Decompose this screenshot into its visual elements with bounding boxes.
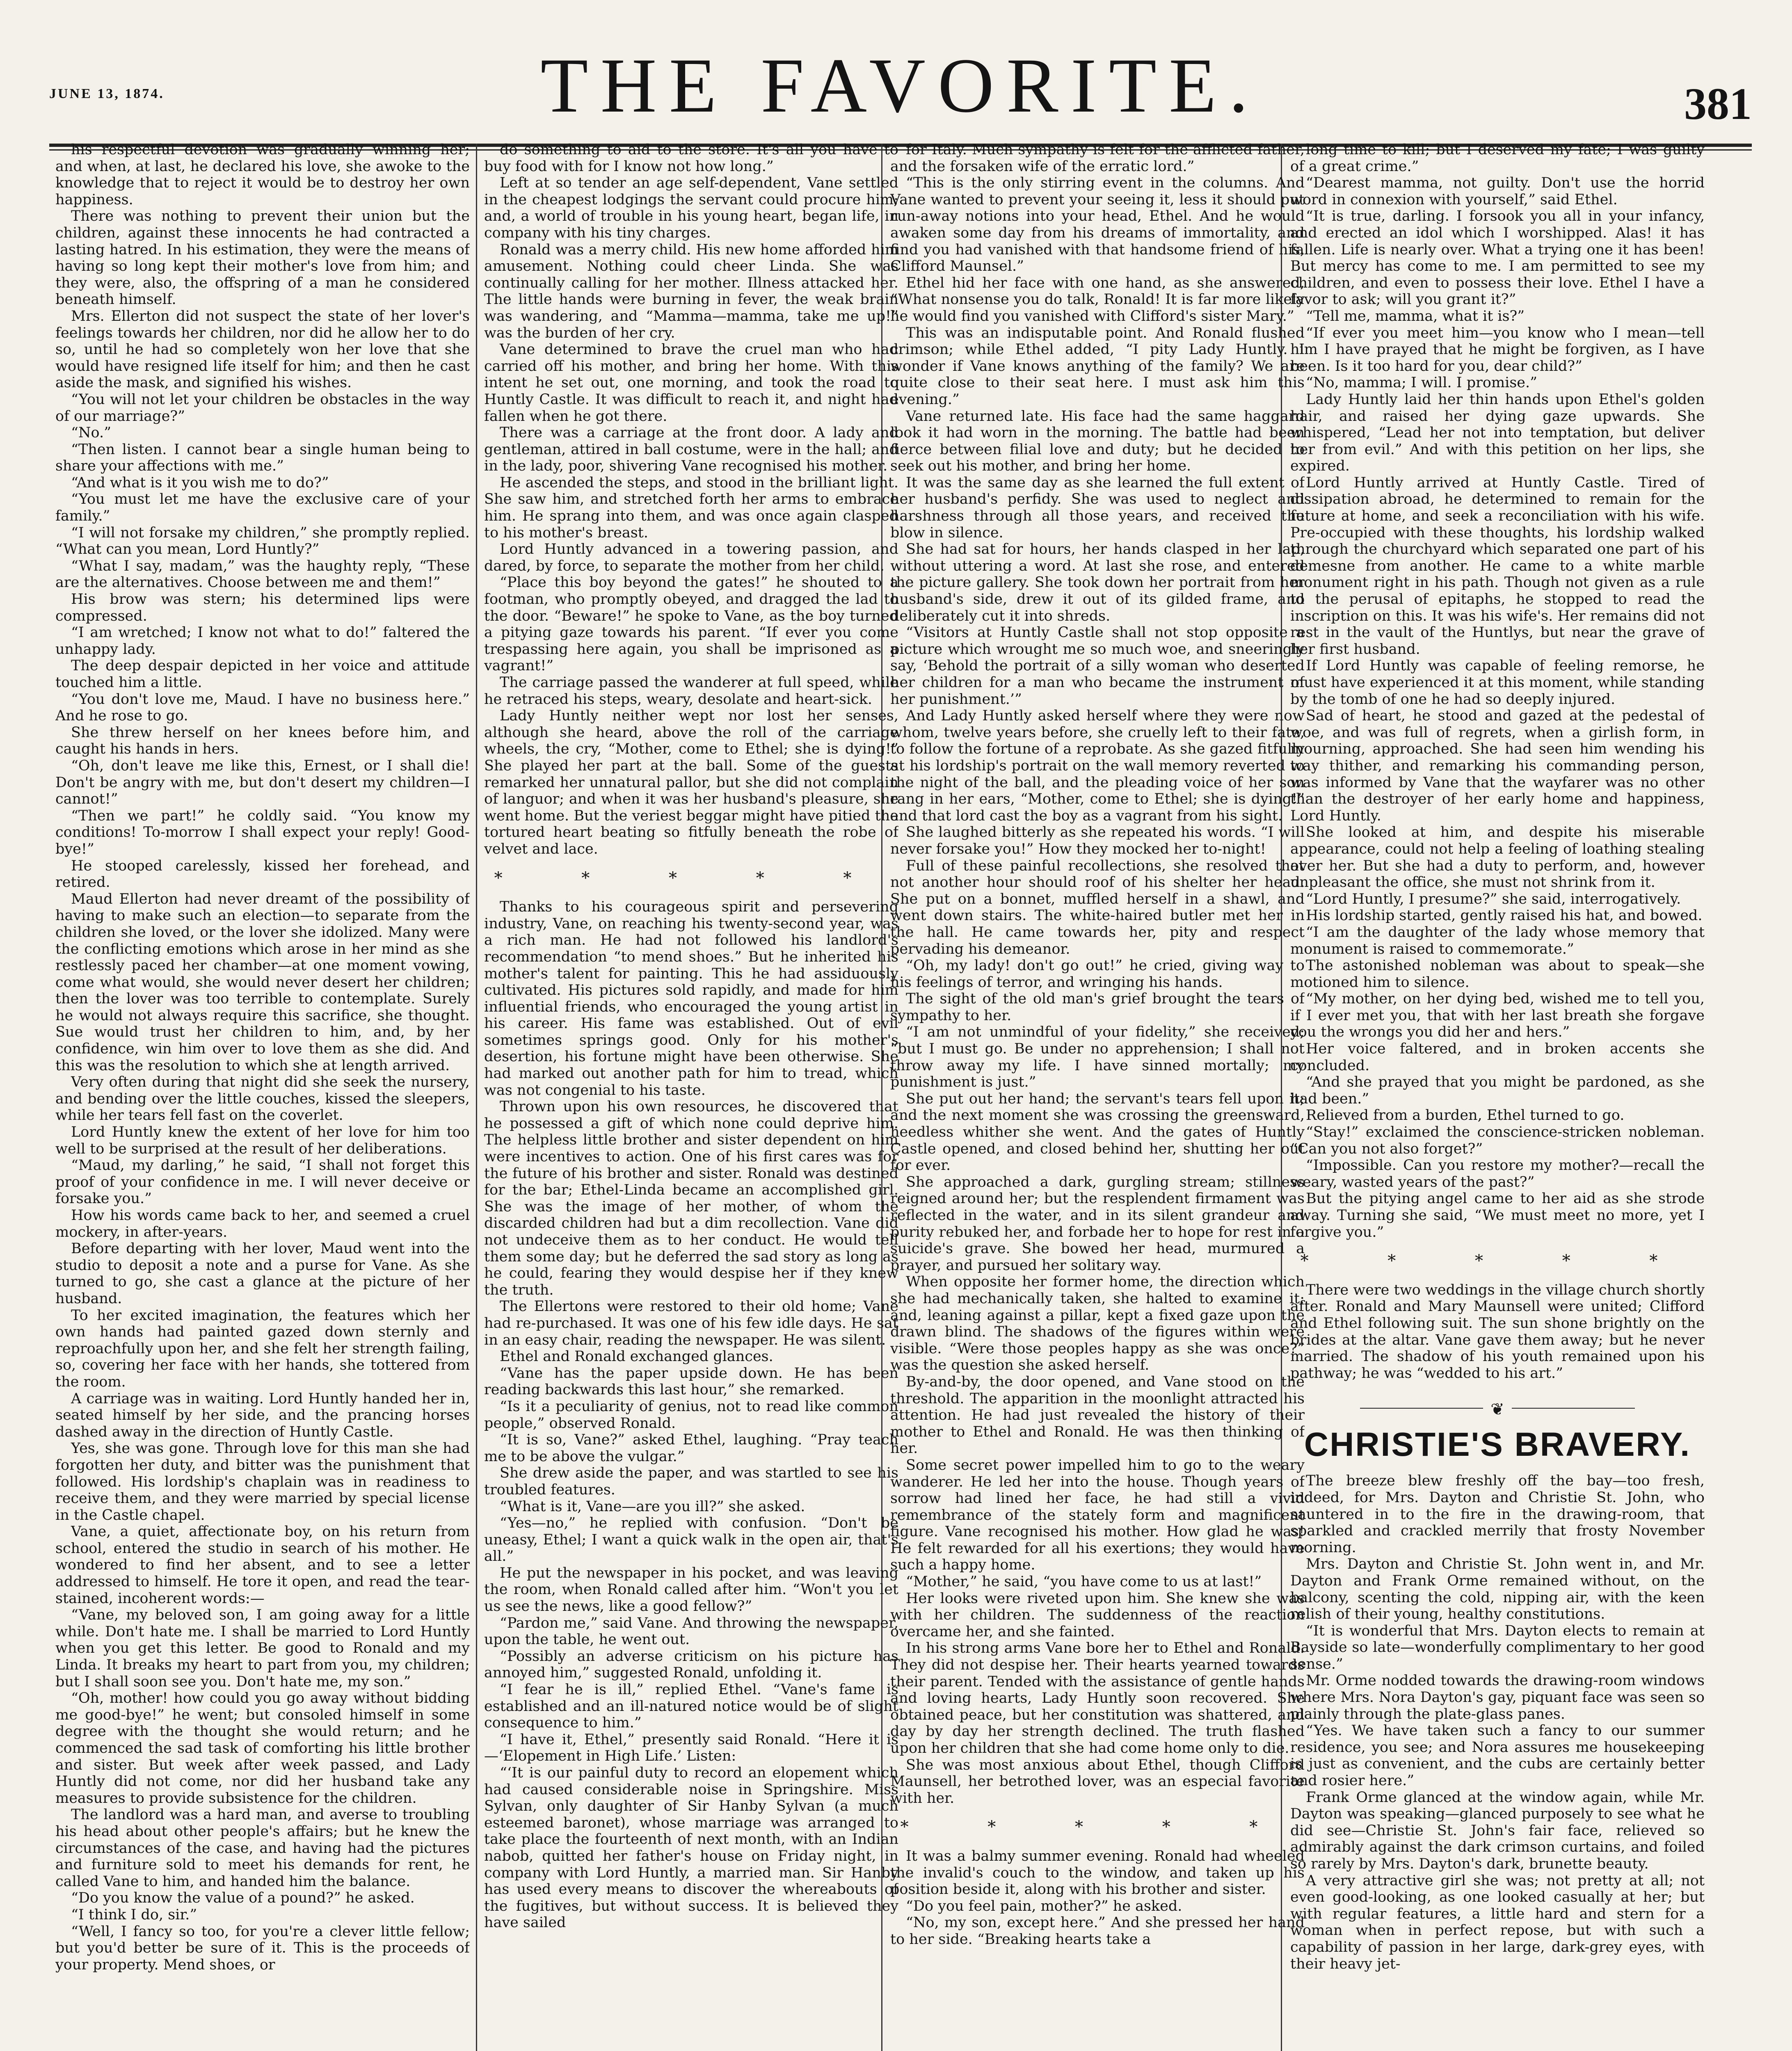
- paragraph: Full of these painful recollections, she resolved that not another hour should roof of his shelter her head. She put on a bonnet, muffled herself in a shawl, and went down stairs. The white-haired butler met her in the hall. He came towards her, pity and respect pervading his demeanor.: [890, 857, 1305, 957]
- paragraph: Sad of heart, he stood and gazed at the pedestal of woe, and was full of regrets, when a girlish form, in mourning, approached. She had seen him wending his way thither, and remarking his commanding person, was informed by Vane that the wayfarer was no other than the destroyer of her early home and happiness, Lord Huntly.: [1290, 708, 1705, 824]
- paragraph: Thanks to his courageous spirit and persevering industry, Vane, on reaching his twenty-second year, was a rich man. He had not followed his landlord's recommendation “to mend shoes.” But he inherited his mother's talent for painting. This he had assiduously cultivated. His pictures sold rapidly, and made for him influential friends, who encouraged the young artist in his career. His fame was established. Out of evil sometimes springs good. Only for his mother's desertion, his fortune might have been otherwise. She had marked out another path for him to tread, which was not congenial to his taste.: [484, 899, 898, 1099]
- paragraph: “I am the daughter of the lady whose memory that monument is raised to commemorate.”: [1290, 924, 1705, 957]
- paragraph: Lady Huntly neither wept nor lost her senses, although she heard, above the roll of the carriage wheels, the cry, “Mother, come to Ethel; she is dying!” She played her part at the ball. Some of the guests remarked her unnatural pallor, but she did not complain of languor; and when it was her husband's pleasure, she went home. But the veriest beggar might have pitied the tortured heart beating so fitfully beneath the robe of velvet and lace.: [484, 708, 898, 857]
- paragraph: The landlord was a hard man, and averse to troubling his head about other people's affairs; but he knew the circumstances of the case, and having had the pictures and furniture sold to meet his demands for rent, he called Vane to him, and handed him the balance.: [55, 1807, 470, 1890]
- paragraph: “Oh, my lady! don't go out!” he cried, giving way to his feelings of terror, and wringing his hands.: [890, 957, 1305, 991]
- paragraph: “No, mamma; I will. I promise.”: [1306, 375, 1538, 391]
- paragraph: She was most anxious about Ethel, though Clifford Maunsell, her betrothed lover, was an especial favorite with her.: [890, 1756, 1305, 1807]
- paragraph: “Mother,” he said, “you have come to us at last!”: [906, 1574, 1262, 1590]
- paragraph: “Dearest mamma, not guilty. Don't use the horrid word in connexion with yourself,” said Ethel.: [1290, 175, 1705, 208]
- column-4: [1290, 142, 1705, 2051]
- paragraph: He put the newspaper in his pocket, and was leaving the room, when Ronald called after him. “Won't you let us see the news, like a good fellow?”: [484, 1565, 898, 1615]
- column-1: [55, 142, 470, 2051]
- paragraph: She threw herself on her knees before him, and caught his hands in hers.: [55, 724, 470, 758]
- section-break: * * * * *: [1300, 1252, 1695, 1271]
- paragraph: long time to kill; but I deserved my fate; I was guilty of a great crime.”: [1290, 142, 1705, 175]
- paragraph: “Pardon me,” said Vane. And throwing the newspaper, upon the table, he went out.: [484, 1615, 898, 1648]
- paragraph: She drew aside the paper, and was startled to see his troubled features.: [484, 1465, 898, 1498]
- paragraph: “It is so, Vane?” asked Ethel, laughing. “Pray teach me to be above the vulgar.”: [484, 1432, 898, 1465]
- paragraph: Very often during that night did she seek the nursery, and bending over the little couches, kissed the sleepers, while her tears fell fast on the coverlet.: [55, 1074, 470, 1124]
- paragraph: “Maud, my darling,” he said, “I shall not forget this proof of your confidence in me. I will never deceive or forsake you.”: [55, 1157, 470, 1207]
- paragraph: Vane returned late. His face had the same haggard look it had worn in the morning. The battle had been fierce between filial love and duty; but he decided to seek out his mother, and bring her home.: [890, 408, 1305, 475]
- paragraph: Thrown upon his own resources, he discovered that he possessed a gift of which none could deprive him. The helpless little brother and sister dependent on him were incentives to action. One of his first cares was for the future of his brother and sister. Ronald was destined for the bar; Ethel-Linda became an accomplished girl. She was the image of her mother, of whom the discarded children had but a dim recollection. Vane did not undeceive them as to her conduct. He would tell them some day; but he deferred the sad story as long as he could, fearing they would despise her if they knew the truth.: [484, 1099, 898, 1298]
- paragraph: “No.”: [71, 425, 111, 441]
- paragraph: “Yes. We have taken such a fancy to our summer residence, you see; and Nora assures me housekeeping is just as convenient, and the cubs are certainly better and rosier here.”: [1290, 1722, 1705, 1789]
- paragraph: “Vane, my beloved son, I am going away for a little while. Don't hate me. I shall be married to Lord Huntly when you get this letter. Be good to Ronald and my Linda. It breaks my heart to part from you, my children; but I shall soon see you. Don't hate me, my son.”: [55, 1607, 470, 1690]
- paragraph: “You must let me have the exclusive care of your family.”: [55, 491, 470, 525]
- section-break: * * * * *: [494, 868, 889, 888]
- paragraph: “Yes—no,” he replied with confusion. “Don't be uneasy, Ethel; I want a quick walk in the open air, that's all.”: [484, 1515, 898, 1565]
- paragraph: There were two weddings in the village church shortly after. Ronald and Mary Maunsell were united; Clifford and Ethel following suit. The sun shone brightly on the brides at the altar. Vane gave them away; but he never married. The shadow of his youth remained upon his pathway; he was “wedded to his art.”: [1290, 1281, 1705, 1382]
- page-number: 381: [1684, 79, 1752, 129]
- paragraph: “If ever you meet him—you know who I mean—tell him I have prayed that he might be forgiven, as I have been. Is it too hard for you, dear child?”: [1290, 324, 1705, 375]
- paragraph: Vane, a quiet, affectionate boy, on his return from school, entered the studio in search of his mother. He wondered to find her absent, and to see a letter addressed to himself. He tore it open, and read the tear-stained, incoherent words:—: [55, 1523, 470, 1607]
- paragraph: “Tell me, mamma, what it is?”: [1306, 308, 1525, 324]
- paragraph: “I think I do, sir.”: [71, 1906, 197, 1923]
- paragraph: Maud Ellerton had never dreamt of the possibility of having to make such an election—to separate from the children she loved, or the lover she idolized. Many were the conflicting emotions which arose in her mind as she restlessly paced her chamber—at one moment vowing, come what would, she would never desert her children; then the lover was too terrible to contemplate. Surely he would not always require this sacrifice, she thought. Sue would trust her children to him, and, by her confidence, win him over to love them as she did. And this was the resolution to which she at length arrived.: [55, 891, 470, 1074]
- ornament-line: [1512, 1408, 1635, 1409]
- paragraph: “This is the only stirring event in the columns. And Vane wanted to prevent your seeing it, less it should put run-away notions into your head, Ethel. And he would awaken some day from his dreams of immortality, and find you had vanished with that handsome friend of his, Clifford Maunsel.”: [890, 175, 1305, 275]
- masthead-title: THE FAVORITE.: [540, 43, 1261, 129]
- paragraph: This was an indisputable point. And Ronald flushed crimson; while Ethel added, “I pity Lady Huntly. I wonder if Vane knows anything of the family? We are quite close to their seat here. I must ask him this evening.”: [890, 324, 1305, 408]
- paragraph: If Lord Huntly was capable of feeling remorse, he must have experienced it at this moment, while standing by the tomb of one he had so deeply injured.: [1290, 658, 1705, 708]
- paragraph: To her excited imagination, the features which her own hands had painted gazed down sternly and reproachfully upon her, and she felt her strength failing, so, covering her face with her hands, she tottered from the room.: [55, 1307, 470, 1390]
- paragraph: Ethel hid her face with one hand, as she answered, “What nonsense you do talk, Ronald! It is far more likely he would find you vanished with Clifford's sister Mary.”: [890, 274, 1305, 324]
- ornament-line: [1360, 1408, 1483, 1409]
- paragraph: His brow was stern; his determined lips were compressed.: [55, 591, 470, 624]
- paragraph: Her voice faltered, and in broken accents she concluded.: [1290, 1041, 1705, 1074]
- paragraph: There was nothing to prevent their union but the children, against these innocents he had contracted a lasting hatred. In his estimation, they were the means of having so long kept their mother's love from him; and they were, also, the offspring of a man he considered beneath himself.: [55, 208, 470, 308]
- paragraph: “I am not unmindful of your fidelity,” she received; “but I must go. Be under no apprehension; I shall not throw away my life. I have sinned mortally; my punishment is just.”: [890, 1024, 1305, 1091]
- paragraph: “What is it, Vane—are you ill?” she asked.: [500, 1498, 805, 1515]
- paragraph: The breeze blew freshly off the bay—too fresh, indeed, for Mrs. Dayton and Christie St. John, who sauntered in to the fire in the drawing-room, that sparkled and crackled merrily that frosty November morning.: [1290, 1473, 1705, 1556]
- paragraph: The carriage passed the wanderer at full speed, while he retraced his steps, weary, desolate and heart-sick.: [484, 674, 898, 708]
- paragraph: “It is wonderful that Mrs. Dayton elects to remain at Bayside so late—wonderfully complimentary to her good sense.”: [1290, 1622, 1705, 1672]
- paragraph: Left at so tender an age self-dependent, Vane settled in the cheapest lodgings the servant could procure him; and, a world of trouble in his young heart, began life, in company with his tiny charges.: [484, 175, 898, 241]
- paragraph: He stooped carelessly, kissed her forehead, and retired.: [55, 857, 470, 891]
- paragraph: Vane determined to brave the cruel man who had carried off his mother, and bring her home. With this intent he set out, one morning, and took the road to Huntly Castle. It was difficult to reach it, and night had fallen when he got there.: [484, 341, 898, 425]
- paragraph: A carriage was in waiting. Lord Huntly handed her in, seated himself by her side, and the prancing horses dashed away in the direction of Huntly Castle.: [55, 1390, 470, 1440]
- column-2: [484, 142, 898, 2051]
- page-header: [49, 16, 1752, 131]
- paragraph: “Visitors at Huntly Castle shall not stop opposite a picture which wrought me so much woe, and sneeringly say, ‘Behold the portrait of a silly woman who deserted her children for a man who became the instrument of her punishment.’”: [890, 624, 1305, 708]
- paragraph: Lord Huntly arrived at Huntly Castle. Tired of dissipation abroad, he determined to remain for the future at home, and seek a reconciliation with his wife. Pre-occupied with these thoughts, his lordship walked through the churchyard which separated one part of his demesne from another. He came to a white marble monument right in his path. Though not given as a rule to the perusal of epitaphs, he stopped to read the inscription on this. It was his wife's. Her remains did not rest in the vault of the Huntlys, but near the grave of her first husband.: [1290, 474, 1705, 658]
- column-3: [890, 142, 1305, 2051]
- paragraph: Relieved from a burden, Ethel turned to go.: [1306, 1107, 1625, 1124]
- paragraph: She laughed bitterly as she repeated his words. “I will never forsake you!” How they mocked her to-night!: [890, 824, 1305, 857]
- paragraph: And Lady Huntly asked herself where they were now whom, twelve years before, she cruelly left to their fate, to follow the fortune of a reprobate. As she gazed fitfully at his lordship's portrait on the wall memory reverted to the night of the ball, and the pleading voice of her son rang in her ears, “Mother, come to Ethel; she is dying!” and that lord cast the boy as a vagrant from his sight.: [890, 708, 1305, 824]
- paragraph: “I will not forsake my children,” she promptly replied. “What can you mean, Lord Huntly?”: [55, 524, 470, 558]
- paragraph: A very attractive girl she was; not pretty at all; not even good-looking, as one looked casually at her; but with regular features, a little hard and stern for a woman when in perfect repose, but with such a capability of passion in her large, dark-grey eyes, with their heavy jet-: [1290, 1872, 1705, 1972]
- paragraph: She looked at him, and despite his miserable appearance, could not help a feeling of loathing stealing over her. But she had a duty to perform, and, however unpleasant the office, she must not shrink from it.: [1290, 824, 1705, 891]
- paragraph: “I have it, Ethel,” presently said Ronald. “Here it is—‘Elopement in High Life.’ Listen:: [484, 1731, 898, 1765]
- paragraph: Ethel and Ronald exchanged glances.: [500, 1348, 773, 1365]
- paragraph: Mr. Orme nodded towards the drawing-room windows where Mrs. Nora Dayton's gay, piquant face was seen so plainly through the plate-glass panes.: [1290, 1672, 1705, 1722]
- paragraph: “Impossible. Can you restore my mother?—recall the weary, wasted years of the past?”: [1290, 1157, 1705, 1190]
- paragraph: “Then listen. I cannot bear a single human being to share your affections with me.”: [55, 441, 470, 475]
- paragraph: “I am wretched; I know not what to do!” faltered the unhappy lady.: [55, 624, 470, 658]
- issue-date: JUNE 13, 1874.: [49, 86, 165, 101]
- paragraph: “My mother, on her dying bed, wished me to tell you, if I ever met you, that with her last breath she forgave you the wrongs you did her and hers.”: [1290, 991, 1705, 1041]
- paragraph: The sight of the old man's grief brought the tears of sympathy to her.: [890, 991, 1305, 1024]
- paragraph: The deep despair depicted in her voice and attitude touched him a little.: [55, 658, 470, 691]
- paragraph: for Italy. Much sympathy is felt for the afflicted father, and the forsaken wife of the erratic lord.”: [890, 142, 1305, 175]
- paragraph: “No, my son, except here.” And she pressed her hand to her side. “Breaking hearts take a: [890, 1914, 1305, 1948]
- paragraph: Before departing with her lover, Maud went into the studio to deposit a note and a purse for Vane. As she turned to go, she cast a glance at the picture of her husband.: [55, 1240, 470, 1307]
- paragraph: Lord Huntly knew the extent of her love for him too well to be surprised at the result of her deliberations.: [55, 1124, 470, 1157]
- paragraph: She put out her hand; the servant's tears fell upon it; and the next moment she was crossing the greensward, heedless whither she went. And the gates of Huntly Castle opened, and closed behind her, shutting her out for ever.: [890, 1090, 1305, 1174]
- paragraph: “Oh, don't leave me like this, Ernest, or I shall die! Don't be angry with me, but don't desert my children—I cannot!”: [55, 757, 470, 808]
- paragraph: “Oh, mother! how could you go away without bidding me good-bye!” he went; but consoled himself in some degree with the thought she would return; and he commenced the sad task of comforting his little brother and sister. But week after week passed, and Lady Huntly did not come, nor did her husband take any measures to provide subsistence for the children.: [55, 1690, 470, 1807]
- paragraph: She approached a dark, gurgling stream; stillness reigned around her; but the resplendent firmament was reflected in the water, and in its silent grandeur and purity rebuked her, and forbade her to hope for rest in a suicide's grave. She bowed her head, murmured a prayer, and pursued her solitary way.: [890, 1174, 1305, 1274]
- paragraph: “Lord Huntly, I presume?” she said, interrogatively.: [1306, 891, 1681, 907]
- paragraph: Her looks were riveted upon him. She knew she was with her children. The suddenness of the reaction overcame her, and she fainted.: [890, 1590, 1305, 1640]
- paragraph: His lordship started, gently raised his hat, and bowed.: [1306, 907, 1703, 924]
- paragraph: It was a balmy summer evening. Ronald had wheeled the invalid's couch to the window, and taken up his position beside it, along with his brother and sister.: [890, 1848, 1305, 1898]
- paragraph: “Do you know the value of a pound?” he asked.: [71, 1890, 415, 1907]
- paragraph: How his words came back to her, and seemed a cruel mockery, in after-years.: [55, 1207, 470, 1240]
- paragraph: When opposite her former home, the direction which she had mechanically taken, she halted to examine it; and, leaning against a pillar, kept a fixed gaze upon the drawn blind. The shadows of the figures within were visible. “Were those peoples happy as she was once?” was the question she asked herself.: [890, 1274, 1305, 1374]
- paragraph: “I fear he is ill,” replied Ethel. “Vane's fame is established and an ill-natured notice would be of slight consequence to him.”: [484, 1681, 898, 1731]
- paragraph: “You don't love me, Maud. I have no business here.” And he rose to go.: [55, 691, 470, 724]
- paragraph: “Place this boy beyond the gates!” he shouted to a footman, who promptly obeyed, and dragged the lad to the door. “Beware!” he spoke to Vane, as the boy turned a pitying gaze towards his parent. “If ever you come trespassing here again, you shall be imprisoned as a vagrant!”: [484, 574, 898, 674]
- paragraph: “And she prayed that you might be pardoned, as she had been.”: [1290, 1074, 1705, 1107]
- paragraph: By-and-by, the door opened, and Vane stood on the threshold. The apparition in the moonlight attracted his attention. He had just revealed the history of their mother to Ethel and Ronald. He was then thinking of her.: [890, 1373, 1305, 1457]
- paragraph: “Well, I fancy so too, for you're a clever little fellow; but you'd better be sure of it. This is the proceeds of your property. Mend shoes, or: [55, 1923, 470, 1973]
- paragraph: But the pitying angel came to her aid as she strode away. Turning she said, “We must meet no more, yet I forgive you.”: [1290, 1190, 1705, 1240]
- column-divider: [476, 144, 477, 2051]
- paragraph: It was the same day as she learned the full extent of her husband's perfidy. She was used to neglect and harshness through all those years, and received the blow in silence.: [890, 474, 1305, 541]
- paragraph: “And what is it you wish me to do?”: [71, 474, 329, 491]
- paragraph: Some secret power impelled him to go to the weary wanderer. He led her into the house. Though years of sorrow had lined her face, he had still a vivid remembrance of the stately form and magnificent figure. Vane recognised his mother. How glad he was! He felt rewarded for all his exertions; they would have such a happy home.: [890, 1457, 1305, 1574]
- paragraph: The Ellertons were restored to their old home; Vane had re-purchased. It was one of his few idle days. He sat in an easy chair, reading the newspaper. He was silent.: [484, 1298, 898, 1348]
- paragraph: She had sat for hours, her hands clasped in her lap, without uttering a word. At last she rose, and entered the picture gallery. She took down her portrait from her husband's side, drew it out of its gilded frame, and deliberately cut it into shreds.: [890, 541, 1305, 624]
- paragraph: Frank Orme glanced at the window again, while Mr. Dayton was speaking—glanced purposely to see what he did see—Christie St. John's fair face, relieved so admirably against the dark crimson curtains, and foiled so rarely by Mrs. Dayton's dark, brunette beauty.: [1290, 1789, 1705, 1872]
- paragraph: “Possibly an adverse criticism on his picture has annoyed him,” suggested Ronald, unfolding it.: [484, 1648, 898, 1681]
- paragraph: “What I say, madam,” was the haughty reply, “These are the alternatives. Choose between me and them!”: [55, 557, 470, 591]
- paragraph: Ronald was a merry child. His new home afforded him amusement. Nothing could cheer Linda. She was continually calling for her mother. Illness attacked her. The little hands were burning in fever, the weak brain was wandering, and “Mamma—mamma, take me up!” was the burden of her cry.: [484, 241, 898, 341]
- paragraph: Lady Huntly laid her thin hands upon Ethel's golden hair, and raised her dying gaze upwards. She whispered, “Lead her not into temptation, but deliver her from evil.” And with this petition on her lips, she expired.: [1290, 391, 1705, 475]
- paragraph: his respectful devotion was gradually winning her; and when, at last, he declared his love, she awoke to the knowledge that to reject it would be to destroy her own happiness.: [55, 142, 470, 208]
- fleuron-icon: ❦: [1490, 1400, 1504, 1419]
- paragraph: In his strong arms Vane bore her to Ethel and Ronald. They did not despise her. Their hearts yearned towards their parent. Tended with the assistance of gentle hands and loving hearts, Lady Huntly soon recovered. She obtained peace, but her constitution was shattered, and day by day her strength declined. The truth flashed upon her children that she had come home only to die.: [890, 1640, 1305, 1756]
- paragraph: “Then we part!” he coldly said. “You know my conditions! To-morrow I shall expect your reply! Good-bye!”: [55, 807, 470, 857]
- paragraph: There was a carriage at the front door. A lady and gentleman, attired in ball costume, were in the hall; and in the lady, poor, shivering Vane recognised his mother.: [484, 425, 898, 475]
- paragraph: Lord Huntly advanced in a towering passion, and dared, by force, to separate the mother from her child.: [484, 541, 898, 574]
- paragraph: “Stay!” exclaimed the conscience-stricken nobleman. “Can you not also forget?”: [1290, 1124, 1705, 1157]
- section-break: * * * * *: [900, 1818, 1295, 1837]
- paragraph: “It is true, darling. I forsook you all in your infancy, and erected an idol which I worshipped. Alas! it has fallen. Life is nearly over. What a trying one it has been! But mercy has come to me. I am permitted to see my children, and even to possess their love. Ethel I have a favor to ask; will you grant it?”: [1290, 208, 1705, 308]
- paragraph: “Do you feel pain, mother?” he asked.: [906, 1898, 1182, 1914]
- paragraph: “‘It is our painful duty to record an elopement which had caused considerable noise in Springshire. Miss Sylvan, only daughter of Sir Hanby Sylvan (a much esteemed baronet), whose marriage was arranged to take place the fourteenth of next month, with an Indian nabob, quitted her father's house on Friday night, in company with Lord Huntly, a married man. Sir Hanby has used every means to discover the whereabouts of the fugitives, but without success. It is believed they have sailed: [484, 1765, 898, 1931]
- paragraph: Yes, she was gone. Through love for this man she had forgotten her duty, and bitter was the punishment that followed. His lordship's chaplain was in readiness to receive them, and they were married by special license in the Castle chapel.: [55, 1440, 470, 1523]
- paragraph: “Is it a peculiarity of genius, not to read like common people,” observed Ronald.: [484, 1398, 898, 1432]
- paragraph: “Vane has the paper upside down. He has been reading backwards this last hour,” she remarked.: [484, 1365, 898, 1398]
- story-title: CHRISTIE'S BRAVERY.: [1304, 1426, 1691, 1464]
- paragraph: He ascended the steps, and stood in the brilliant light. She saw him, and stretched forth her arms to embrace him. He sprang into them, and was once again clasped to his mother's breast.: [484, 474, 898, 541]
- title-ornament: [1290, 1400, 1705, 1419]
- paragraph: Mrs. Ellerton did not suspect the state of her lover's feelings towards her children, nor did he allow her to do so, until he had so completely won her love that she would have resigned life itself for him; and then he cast aside the mask, and signified his wishes.: [55, 308, 470, 391]
- paragraph: The astonished nobleman was about to speak—she motioned him to silence.: [1290, 957, 1705, 991]
- paragraph: do something to aid to the store. It's all you have to buy food with for I know not how long.”: [484, 142, 898, 175]
- paragraph: “You will not let your children be obstacles in the way of our marriage?”: [55, 391, 470, 425]
- paragraph: Mrs. Dayton and Christie St. John went in, and Mr. Dayton and Frank Orme remained without, on the balcony, scenting the cold, nipping air, with the keen relish of their young, healthy constitutions.: [1290, 1556, 1705, 1623]
